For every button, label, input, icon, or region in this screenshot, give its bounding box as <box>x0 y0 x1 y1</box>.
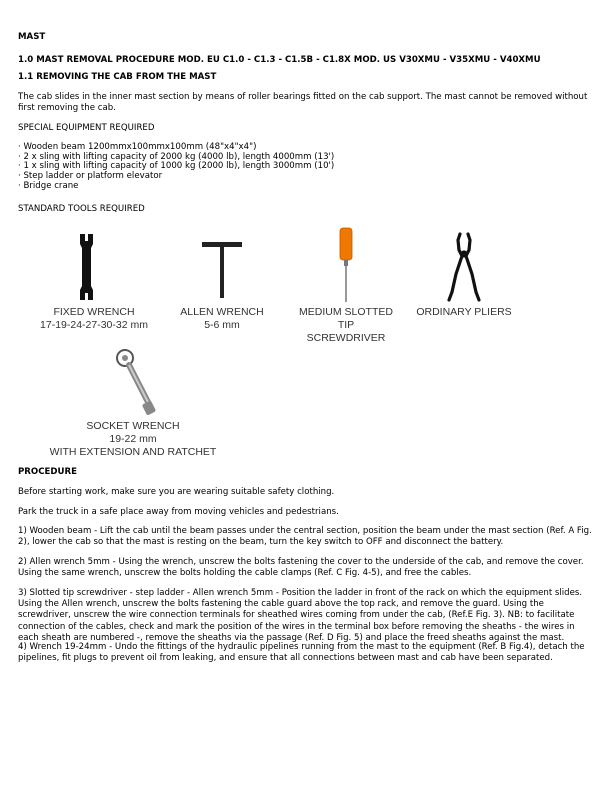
socket-wrench-icon <box>110 344 164 418</box>
socket-wrench-sizes: 19-22 mm <box>109 433 157 445</box>
step-2: 2) Allen wrench 5mm - Using the wrench, unscrew the bolts fastening the cover to the underside of the cab, and remove the cover. Using the same wrench, unscrew the bolts holding the cable clamps (Ref. C Fig. 4-5), and free the cables. <box>18 557 584 579</box>
list-item: · Bridge crane <box>18 180 79 191</box>
allen-wrench-label: ALLEN WRENCH <box>180 306 264 318</box>
allen-wrench-sizes: 5-6 mm <box>204 319 240 331</box>
list-item: · Step ladder or platform elevator <box>18 171 163 182</box>
step-3: 3) Slotted tip screwdriver - step ladder - Allen wrench 5mm - Position the ladder in front of the rack on which the equipment slides. Using the Allen wrench, unscrew the bolts fastening the cable guard above the top rack, and remove the guard. Using the screwdriver, unscrew the wire connection terminals for sheathed wires coming from under the cab, (Ref.E Fig. 3). NB: to facilitate connection of the cables, check and mark the position of the wires in the terminal box before removing the sheaths - the wires in each sheath are numbered -, remove the sheaths via the passage (Ref. D Fig. 5) and place the freed sheaths against the mast. <box>18 588 583 643</box>
step-4: 4) Wrench 19-24mm - Undo the fittings of the hydraulic pipelines running from the mast to the equipment (Ref. B Fig.4), detach the pipelines, fit plugs to prevent oil from leaking, and ensure that all connections between mast and cab have been separated. <box>18 642 585 664</box>
pliers-label: ORDINARY PLIERS <box>416 306 512 318</box>
special-equipment-heading: SPECIAL EQUIPMENT REQUIRED <box>18 123 155 133</box>
fixed-wrench-icon <box>76 232 102 302</box>
socket-wrench-label: SOCKET WRENCH <box>86 420 180 432</box>
list-item: · Wooden beam 1200mmx100mmx100mm (48"x4"x4") <box>18 142 257 152</box>
standard-tools-heading: STANDARD TOOLS REQUIRED <box>18 204 145 214</box>
screwdriver-label-1: MEDIUM SLOTTED <box>299 306 393 318</box>
step-1: 1) Wooden beam - Lift the cab until the beam passes under the central section, position the beam under the mast section (Ref. A Fig. 2), lower the cab so that the mast is resting on the beam, turn the key switch to OFF and disconnect the battery. <box>18 526 592 548</box>
allen-wrench-icon <box>200 240 244 300</box>
fixed-wrench-label: FIXED WRENCH <box>53 306 135 318</box>
screwdriver-label-3: SCREWDRIVER <box>306 332 386 344</box>
tool-allen-wrench <box>166 228 278 338</box>
screwdriver-icon <box>334 226 358 304</box>
tool-fixed-wrench <box>30 228 158 338</box>
section-title: 1.1 REMOVING THE CAB FROM THE MAST <box>18 72 217 82</box>
safety-paragraph: Before starting work, make sure you are wearing suitable safety clothing. <box>18 487 335 497</box>
heading: MAST <box>18 32 46 42</box>
screwdriver-label-2: TIP <box>337 319 355 331</box>
procedure-heading: PROCEDURE <box>18 467 77 477</box>
socket-wrench-extra: WITH EXTENSION AND RATCHET <box>49 446 217 458</box>
fixed-wrench-sizes: 17-19-24-27-30-32 mm <box>40 319 148 331</box>
park-paragraph: Park the truck in a safe place away from moving vehicles and pedestrians. <box>18 507 339 517</box>
list-item: · 2 x sling with lifting capacity of 2000 kg (4000 lb), length 4000mm (13') <box>18 151 335 162</box>
intro-paragraph: The cab slides in the inner mast section by means of roller bearings fitted on the cab support. The mast cannot be removed without first removing the cab. <box>18 92 588 114</box>
pliers-icon <box>444 232 484 302</box>
procedure-title: 1.0 MAST REMOVAL PROCEDURE MOD. EU C1.0 - C1.3 - C1.5B - C1.8X MOD. US V30XMU - V35XMU - V40XMU <box>18 55 541 65</box>
tool-pliers <box>406 228 522 328</box>
list-item: · 1 x sling with lifting capacity of 1000 kg (2000 lb), length 3000mm (10') <box>18 161 335 172</box>
tool-socket-wrench <box>36 340 230 462</box>
special-equipment-list <box>18 143 594 192</box>
tool-screwdriver <box>290 226 402 350</box>
